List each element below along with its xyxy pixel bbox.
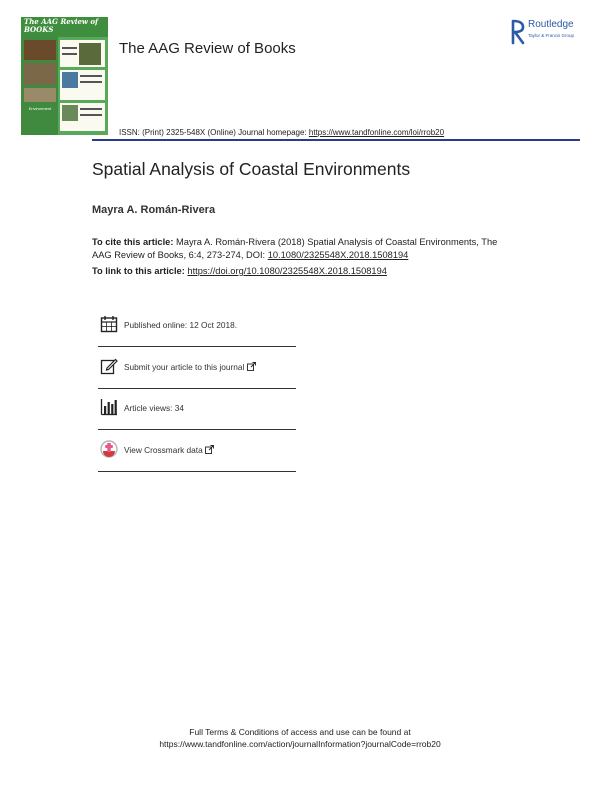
article-views-count: Article views: 34: [124, 403, 184, 413]
calendar-icon: [100, 315, 118, 333]
article-link-line: [92, 266, 387, 276]
cover-book-thumb: [62, 105, 78, 121]
citation-block: [92, 236, 512, 262]
cover-text-line: [80, 75, 102, 77]
published-row: [98, 315, 296, 355]
link-label: To link to this article:: [92, 266, 185, 276]
submit-article-link[interactable]: [124, 362, 256, 372]
article-author: Mayra A. Román-Rivera: [92, 204, 216, 216]
submit-article-row[interactable]: [98, 357, 296, 397]
citation-label: To cite this article:: [92, 237, 174, 247]
article-title: Spatial Analysis of Coastal Environments: [92, 159, 411, 179]
article-doi-url-link[interactable]: https://doi.org/10.1080/2325548X.2018.1508194: [187, 266, 387, 276]
footer-terms-link[interactable]: https://www.tandfonline.com/action/journalInformation?journalCode=rrob20: [159, 739, 441, 749]
header-rule: [92, 139, 580, 141]
citation-text: Mayra A. Román-Rivera (2018) Spatial Analysis of Coastal Environments, The AAG Review of Books, 6:4, 273-274, DOI:: [92, 237, 498, 260]
crossmark-icon: [100, 440, 118, 458]
cover-image: [24, 40, 56, 60]
issn-text: ISSN: (Print) 2325-548X (Online) Journal homepage:: [119, 128, 307, 137]
article-views-row: [98, 398, 296, 438]
cover-book-thumb: [79, 43, 101, 65]
journal-homepage-link[interactable]: https://www.tandfonline.com/loi/rrob20: [308, 128, 445, 137]
row-divider: [98, 429, 296, 430]
cover-text-line: [62, 47, 77, 49]
submit-article-label: Submit your article to this journal: [124, 362, 245, 372]
issn-line: [119, 128, 444, 137]
crossmark-link[interactable]: [124, 445, 214, 455]
cover-text-line: [80, 114, 102, 116]
cover-text-line: [62, 53, 77, 55]
edit-icon: [100, 357, 118, 375]
journal-title: The AAG Review of Books: [119, 40, 296, 57]
doi-link[interactable]: 10.1080/2325548X.2018.1508194: [267, 250, 409, 260]
external-link-icon: [247, 362, 256, 371]
journal-cover: [21, 17, 108, 135]
cover-image: [24, 88, 56, 102]
cover-title: The AAG Review of BOOKS: [24, 17, 99, 34]
publisher-group: Taylor & Francis Group: [528, 33, 575, 38]
published-date: Published online: 12 Oct 2018.: [124, 320, 238, 330]
external-link-icon: [205, 445, 214, 454]
footer-terms-text: Full Terms & Conditions of access and use can be found at: [189, 727, 411, 737]
row-divider: [98, 388, 296, 389]
publisher-logo: [511, 17, 587, 47]
row-divider: [98, 346, 296, 347]
crossmark-row[interactable]: [98, 440, 296, 480]
publisher-name: Routledge: [528, 19, 574, 30]
row-divider: [98, 471, 296, 472]
footer: [0, 726, 600, 750]
cover-text-line: [80, 108, 102, 110]
crossmark-label: View Crossmark data: [124, 445, 203, 455]
routledge-logo-icon: [511, 19, 525, 45]
cover-image: [24, 63, 56, 85]
cover-mid-text: Environment: [28, 106, 52, 111]
cover-text-line: [80, 81, 102, 83]
cover-book-thumb: [62, 72, 78, 88]
bar-chart-icon: [100, 398, 118, 416]
